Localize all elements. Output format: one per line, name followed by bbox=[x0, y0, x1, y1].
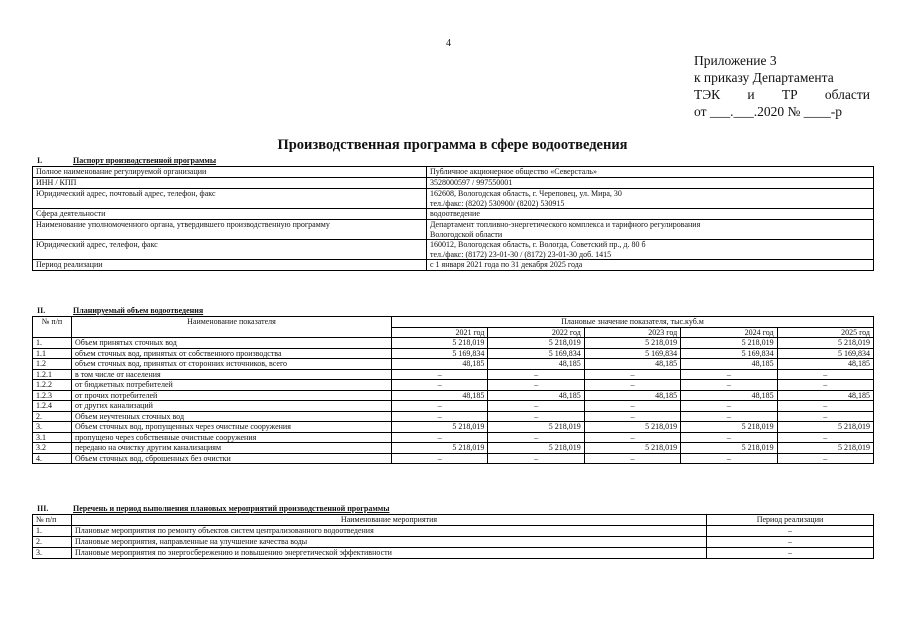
appendix-line-1: Приложение 3 bbox=[694, 53, 777, 68]
row-value: 48,185 bbox=[488, 390, 584, 401]
passport-value-line: Вологодской области bbox=[430, 229, 503, 239]
row-indicator: от других канализаций bbox=[72, 401, 392, 412]
row-value: – bbox=[488, 411, 584, 422]
section-title: Перечень и период выполнения плановых мероприятий производственной программы bbox=[73, 504, 390, 513]
row-indicator: от прочих потребителей bbox=[72, 390, 392, 401]
row-period: – bbox=[707, 548, 874, 559]
section-3-heading bbox=[33, 504, 389, 513]
appendix-line-4: от ___.___.2020 № ____-р bbox=[694, 104, 842, 119]
measures-table bbox=[32, 514, 874, 559]
section-number: I. bbox=[37, 156, 43, 165]
row-value: – bbox=[584, 369, 680, 380]
row-value: – bbox=[488, 380, 584, 391]
row-number: 4. bbox=[33, 453, 72, 464]
row-value: 5 218,019 bbox=[681, 338, 777, 349]
header-year: 2023 год bbox=[584, 327, 680, 338]
volume-table bbox=[32, 316, 874, 464]
row-value: 5 218,019 bbox=[392, 443, 488, 454]
table-row bbox=[33, 526, 874, 537]
row-value: – bbox=[488, 432, 584, 443]
row-value: – bbox=[681, 369, 777, 380]
passport-value bbox=[427, 240, 874, 260]
row-number: 3. bbox=[33, 548, 72, 559]
passport-value bbox=[427, 178, 874, 189]
row-value: 5 169,834 bbox=[681, 348, 777, 359]
row-indicator: Объем сточных вод, пропущенных через очистные сооружения bbox=[72, 422, 392, 433]
row-value: – bbox=[777, 401, 873, 412]
section-2-heading bbox=[33, 306, 203, 315]
row-measure-name: Плановые мероприятия по энергосбережению и повышению энергетической эффективности bbox=[72, 548, 707, 559]
row-value: 5 218,019 bbox=[777, 422, 873, 433]
row-value: 5 218,019 bbox=[681, 422, 777, 433]
row-value: 5 218,019 bbox=[681, 443, 777, 454]
table-row bbox=[33, 390, 874, 401]
passport-value bbox=[427, 260, 874, 271]
table-row bbox=[33, 348, 874, 359]
table-row bbox=[33, 401, 874, 412]
row-value: – bbox=[584, 380, 680, 391]
document-title: Производственная программа в сфере водоотведения bbox=[277, 137, 628, 153]
row-value: – bbox=[488, 453, 584, 464]
row-value: – bbox=[392, 380, 488, 391]
passport-row bbox=[33, 220, 874, 240]
passport-key: ИНН / КПП bbox=[33, 178, 427, 189]
row-value: – bbox=[392, 432, 488, 443]
row-value: 5 218,019 bbox=[584, 422, 680, 433]
row-value: 5 218,019 bbox=[488, 422, 584, 433]
passport-key: Сфера деятельности bbox=[33, 209, 427, 220]
row-number: 1. bbox=[33, 526, 72, 537]
row-number: 1.1 bbox=[33, 348, 72, 359]
row-value: 5 218,019 bbox=[488, 338, 584, 349]
passport-value-line: водоотведение bbox=[430, 209, 480, 218]
passport-value bbox=[427, 209, 874, 220]
passport-row bbox=[33, 260, 874, 271]
passport-table-body bbox=[33, 167, 874, 271]
row-indicator: Объем сточных вод, сброшенных без очистки bbox=[72, 453, 392, 464]
measures-table-body bbox=[33, 526, 874, 559]
appendix-word: ТЭК bbox=[694, 87, 721, 102]
header-indicator: Наименование показателя bbox=[72, 317, 392, 338]
row-value: – bbox=[584, 401, 680, 412]
passport-value-line: Публичное акционерное общество «Северсталь» bbox=[430, 167, 597, 176]
row-value: – bbox=[392, 453, 488, 464]
header-number: № п/п bbox=[33, 317, 72, 338]
passport-value-line: тел./факс: (8202) 530900/ (8202) 530915 bbox=[430, 198, 565, 208]
row-value: 48,185 bbox=[681, 359, 777, 370]
appendix-word: области bbox=[824, 87, 870, 102]
section-title: Паспорт производственной программы bbox=[73, 156, 217, 165]
row-value: – bbox=[488, 401, 584, 412]
row-value: 5 169,834 bbox=[488, 348, 584, 359]
row-indicator: пропущено через собственные очистные сооружения bbox=[72, 432, 392, 443]
row-value: – bbox=[777, 453, 873, 464]
table-row bbox=[33, 380, 874, 391]
header-planned-values: Плановые значение показателя, тыс.куб.м bbox=[392, 317, 874, 328]
table-row bbox=[33, 443, 874, 454]
header-year: 2025 год bbox=[777, 327, 873, 338]
row-number: 1.2.2 bbox=[33, 380, 72, 391]
row-value: 5 169,834 bbox=[392, 348, 488, 359]
table-row bbox=[33, 537, 874, 548]
row-value: – bbox=[584, 453, 680, 464]
row-value: 5 218,019 bbox=[777, 338, 873, 349]
row-number: 3. bbox=[33, 422, 72, 433]
row-value: – bbox=[392, 401, 488, 412]
appendix-word: ТР bbox=[781, 87, 798, 102]
passport-row bbox=[33, 209, 874, 220]
table-row bbox=[33, 411, 874, 422]
passport-value-line: с 1 января 2021 года по 31 декабря 2025 года bbox=[430, 260, 583, 269]
row-number: 1.2.4 bbox=[33, 401, 72, 412]
row-value: – bbox=[681, 453, 777, 464]
row-value: – bbox=[488, 369, 584, 380]
page-number: 4 bbox=[446, 38, 451, 49]
row-number: 1.2.1 bbox=[33, 369, 72, 380]
row-value: – bbox=[681, 411, 777, 422]
section-1-heading bbox=[33, 156, 216, 165]
passport-row bbox=[33, 167, 874, 178]
row-measure-name: Плановые мероприятия по ремонту объектов систем централизованного водоотведения bbox=[72, 526, 707, 537]
row-value: 48,185 bbox=[392, 359, 488, 370]
passport-key: Юридический адрес, почтовый адрес, телефон, факс bbox=[33, 189, 427, 209]
row-value: – bbox=[777, 432, 873, 443]
row-indicator: от бюджетных потребителей bbox=[72, 380, 392, 391]
row-number: 1.2.3 bbox=[33, 390, 72, 401]
row-indicator: в том числе от населения bbox=[72, 369, 392, 380]
appendix-block bbox=[694, 52, 870, 120]
row-number: 2. bbox=[33, 411, 72, 422]
header-number: № п/п bbox=[33, 515, 72, 526]
passport-value-line: 162608, Вологодская область, г. Череповец, ул. Мира, 30 bbox=[430, 189, 622, 198]
row-value: 5 218,019 bbox=[488, 443, 584, 454]
measures-header-row bbox=[33, 515, 874, 526]
table-row bbox=[33, 422, 874, 433]
section-number: II. bbox=[37, 306, 46, 315]
row-measure-name: Плановые мероприятия, направленные на улучшение качества воды bbox=[72, 537, 707, 548]
passport-key: Период реализации bbox=[33, 260, 427, 271]
row-value: 48,185 bbox=[681, 390, 777, 401]
row-value: 48,185 bbox=[777, 359, 873, 370]
table-row bbox=[33, 359, 874, 370]
passport-value bbox=[427, 220, 874, 240]
measures-table-head bbox=[33, 515, 874, 526]
row-period: – bbox=[707, 526, 874, 537]
passport-value-line: Департамент топливно-энергетического комплекса и тарифного регулирования bbox=[430, 220, 701, 229]
row-value: 48,185 bbox=[584, 359, 680, 370]
passport-row bbox=[33, 240, 874, 260]
header-measure-name: Наименование мероприятия bbox=[72, 515, 707, 526]
row-value: – bbox=[777, 411, 873, 422]
passport-key: Юридический адрес, телефон, факс bbox=[33, 240, 427, 260]
appendix-word: и bbox=[747, 87, 755, 102]
table-row bbox=[33, 453, 874, 464]
volume-table-body bbox=[33, 338, 874, 464]
table-row bbox=[33, 338, 874, 349]
row-period: – bbox=[707, 537, 874, 548]
row-value: 48,185 bbox=[392, 390, 488, 401]
passport-key: Полное наименование регулируемой организации bbox=[33, 167, 427, 178]
volume-header-row bbox=[33, 317, 874, 328]
appendix-line-3 bbox=[694, 86, 870, 103]
row-value: 5 218,019 bbox=[777, 443, 873, 454]
row-indicator: объем сточных вод, принятых от сторонних источников, всего bbox=[72, 359, 392, 370]
passport-value bbox=[427, 167, 874, 178]
header-year: 2024 год bbox=[681, 327, 777, 338]
row-value: 5 218,019 bbox=[392, 338, 488, 349]
passport-key: Наименование уполномоченного органа, утвердившего производственную программу bbox=[33, 220, 427, 240]
section-title: Планируемый объем водоотведения bbox=[73, 306, 204, 315]
row-value: 5 218,019 bbox=[584, 338, 680, 349]
row-value: – bbox=[681, 380, 777, 391]
passport-value-line: тел./факс: (8172) 23-01-30 / (8172) 23-01-30 доб. 1415 bbox=[430, 249, 612, 259]
volume-table-head bbox=[33, 317, 874, 338]
row-value: – bbox=[392, 369, 488, 380]
table-row bbox=[33, 369, 874, 380]
row-indicator: передано на очистку другим канализациям bbox=[72, 443, 392, 454]
row-value: 5 169,834 bbox=[777, 348, 873, 359]
table-row bbox=[33, 548, 874, 559]
appendix-line-2: к приказу Департамента bbox=[694, 70, 834, 85]
header-year: 2021 год bbox=[392, 327, 488, 338]
row-number: 3.1 bbox=[33, 432, 72, 443]
row-indicator: Объем неучтенных сточных вод bbox=[72, 411, 392, 422]
row-number: 1.2 bbox=[33, 359, 72, 370]
row-value: 5 218,019 bbox=[584, 443, 680, 454]
row-number: 1. bbox=[33, 338, 72, 349]
row-value: – bbox=[681, 432, 777, 443]
row-indicator: объем сточных вод, принятых от собственного производства bbox=[72, 348, 392, 359]
row-value: – bbox=[584, 411, 680, 422]
row-value: 48,185 bbox=[584, 390, 680, 401]
row-number: 2. bbox=[33, 537, 72, 548]
row-value: 5 169,834 bbox=[584, 348, 680, 359]
row-value: 48,185 bbox=[777, 390, 873, 401]
section-number: III. bbox=[37, 504, 49, 513]
row-number: 3.2 bbox=[33, 443, 72, 454]
header-period: Период реализации bbox=[707, 515, 874, 526]
row-value: – bbox=[777, 380, 873, 391]
row-value: – bbox=[777, 369, 873, 380]
row-indicator: Объем принятых сточных вод bbox=[72, 338, 392, 349]
passport-row bbox=[33, 189, 874, 209]
header-year: 2022 год bbox=[488, 327, 584, 338]
row-value: – bbox=[681, 401, 777, 412]
row-value: – bbox=[392, 411, 488, 422]
passport-value-line: 160012, Вологодская область, г. Вологда, Советский пр., д. 80 б bbox=[430, 240, 646, 249]
passport-value bbox=[427, 189, 874, 209]
table-row bbox=[33, 432, 874, 443]
row-value: 48,185 bbox=[488, 359, 584, 370]
row-value: – bbox=[584, 432, 680, 443]
row-value: 5 218,019 bbox=[392, 422, 488, 433]
passport-value-line: 3528000597 / 997550001 bbox=[430, 178, 513, 187]
passport-row bbox=[33, 178, 874, 189]
passport-table bbox=[32, 166, 874, 271]
